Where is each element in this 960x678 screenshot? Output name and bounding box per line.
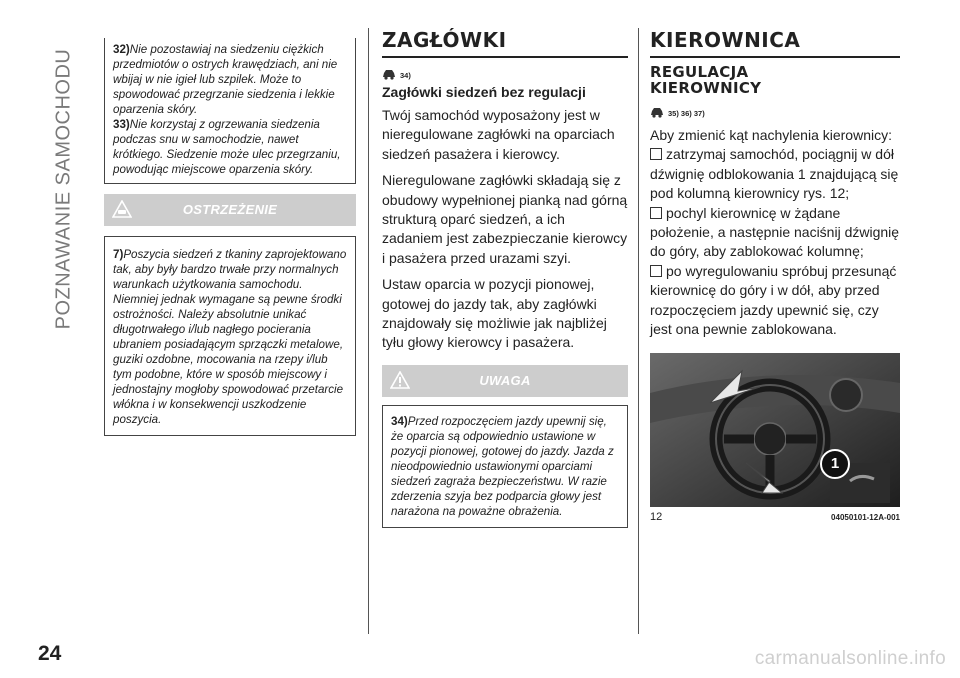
notes-box [104, 38, 356, 184]
warning-bar: OSTRZEŻENIE [104, 194, 356, 226]
car-icon [382, 68, 396, 80]
list-item: zatrzymaj samochód, pociągnij w dół dźwignię odblokowania 1 znajdującą się pod kolumną kierownicy rys. 12; [650, 146, 899, 202]
intro-text: Aby zmienić kąt nachylenia kierownicy: [650, 127, 892, 143]
subsection-title-line2: KIEROWNICY [650, 79, 762, 97]
checkbox-bullet-icon [650, 148, 662, 160]
figure-code: 04050101-12A-001 [831, 513, 900, 523]
checkbox-bullet-icon [650, 207, 662, 219]
caution-note-34: 34)Przed rozpoczęciem jazdy upewnij się, że oparcia są odpowiednio ustawione w pozycji pionowej, gotowej do jazdy. Jazda z nieodpowiednio ustawionymi oparciami siedzeń zagraża bezpieczeństwu. W razie zderzenia szyja bez podparcia głowy jest narażona na poważne obrażenia. [391, 414, 614, 518]
paragraph: Ustaw oparcia w pozycji pionowej, gotowej do jazdy tak, aby zagłówki znajdowały się możliwie jak najbliżej tyłu głowy kierowcy i pasażera. [382, 276, 607, 351]
caution-bar: UWAGA [382, 365, 628, 397]
caution-box [382, 405, 628, 528]
figure-caption [650, 511, 900, 523]
refs-row: 35) 36) 37) [650, 100, 900, 118]
callout-1-badge: 1 [820, 449, 850, 479]
steering-photo-illustration [650, 353, 900, 507]
watermark: carmanualsonline.info [754, 648, 946, 669]
warning-note-7: 7)Poszycia siedzeń z tkaniny zaprojektowano tak, aby były bardzo trwałe przy normalnych warunkach użytkowania samochodu. Niemniej jednak wymagane są pewne środki ostrożności. Należy absolutnie unikać długotrwałego i/lub nagłego pocierania ubraniem posiadającym sprzączki metalowe, guziki ozdobne, mocowania na rzepy i/lub tym podobne, które w sposób miejscowy i jednostajny mogłoby spowodować przetarcie włókna i w konsekwencji uszkodzenie poszycia. [113, 248, 347, 426]
figure-steering-adjust [650, 353, 900, 507]
note-32: 32)Nie pozostawiaj na siedzeniu ciężkich przedmiotów o ostrych krawędziach, ani nie wbijaj w nie igieł lub szpilek. Może to spowodować przegrzanie siedzenia i lekkie oparzenia skóry. [113, 43, 338, 116]
section-side-tab: POZNAWANIE SAMOCHODU [52, 48, 75, 330]
refs-row: 34) [382, 62, 628, 80]
column-steering [650, 28, 900, 523]
page-number: 24 [38, 642, 62, 665]
section-title-steering: KIEROWNICA [650, 28, 900, 58]
checkbox-bullet-icon [650, 265, 662, 277]
figure-number: 12 [650, 511, 663, 524]
column-headrests [382, 28, 628, 528]
column-divider [638, 28, 639, 634]
list-item: po wyregulowaniu spróbuj przesunąć kierownicę do góry i w dół, aby przed rozpoczęciem jazdy upewnić się, czy jest ona pewnie zablokowana. [650, 262, 897, 338]
paragraph: Twój samochód wyposażony jest w nieregulowane zagłówki na oparciach siedzeń pasażera i kierowcy. [382, 107, 615, 162]
warning-box [104, 236, 356, 436]
subsection-title-line1: REGULACJA [650, 63, 749, 81]
list-item: pochyl kierownicę w żądane położenie, a następnie naciśnij dźwignię do góry, aby zablokować kolumnę; [650, 204, 900, 260]
note-33: 33)Nie korzystaj z ogrzewania siedzenia podczas snu w samochodzie, nawet krótkiego. Siedzenie może ulec przegrzaniu, powodując miejscowe oparzenia skóry. [113, 118, 341, 176]
paragraph: Nieregulowane zagłówki składają się z obudowy wypełnionej pianką nad górną strukturą oparć siedzeń, a ich zadaniem jest zabezpieczanie kierowcy i pasażera przed urazami szyi. [382, 172, 628, 266]
column-notes [104, 38, 356, 436]
section-title-headrests: ZAGŁÓWKI [382, 28, 628, 58]
subsection-title: Zagłówki siedzeń bez regulacji [382, 84, 586, 100]
column-divider [368, 28, 369, 634]
car-icon [650, 106, 664, 118]
